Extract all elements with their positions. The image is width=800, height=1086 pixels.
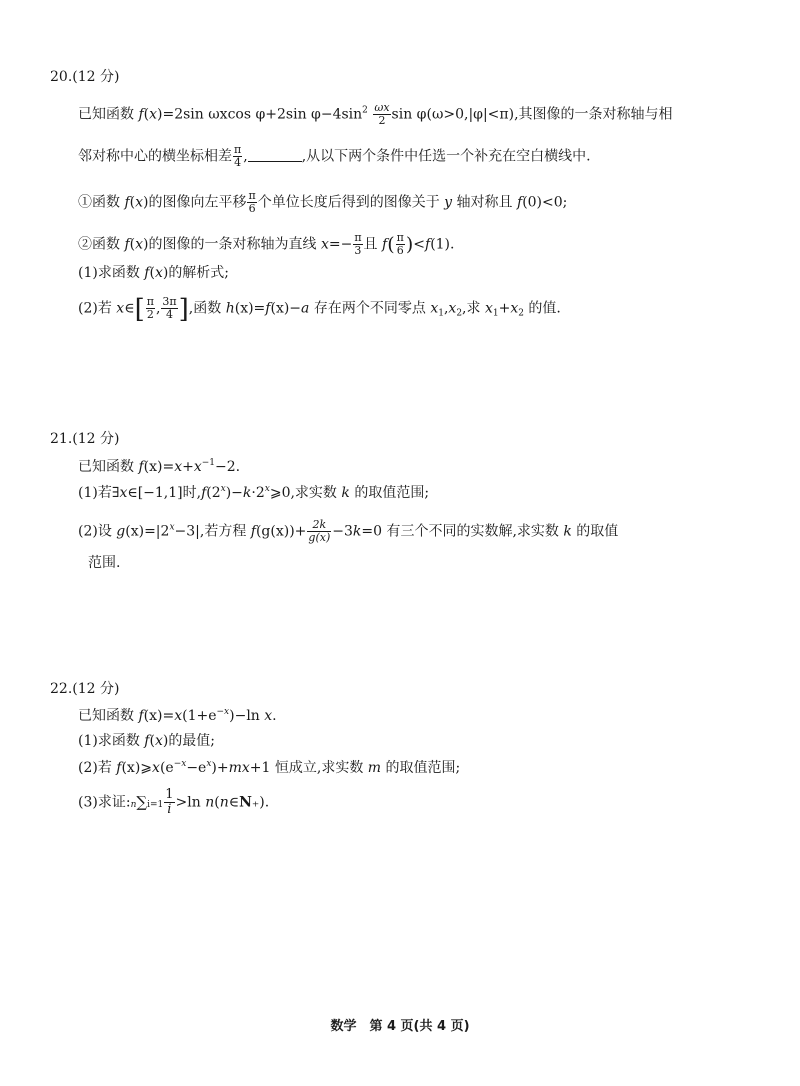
- q20-part-2: (2)若 x∈[ $\frac{\pi}{2}$ , $\frac{3\pi}{4}$ ],函数 h(x)=f(x)−a 存在两个不同零点 $x_1,x_2$,求 $x_1+x_2$ 的值.: [78, 294, 561, 325]
- q20-line-2: 邻对称中心的横坐标相差 $\frac{\pi}{4}$ , ,从以下两个条件中任选一个补充在空白横线中.: [78, 143, 591, 169]
- q22-number: 22.(12 分): [50, 681, 120, 697]
- q22-part-2: (2)若 $f(x)⩾x(e^{-x}-e^x)+mx+1$ 恒成立,求实数 m 的取值范围;: [78, 759, 461, 776]
- q20-condition-1: ①函数 f(x)的图像向左平移 $\frac{\pi}{6}$ 个单位长度后得到的图像关于 y 轴对称且 f(0)<0;: [78, 189, 568, 215]
- summation-symbol: n∑i=1: [130, 793, 164, 811]
- q20-condition-2: ②函数 f(x)的图像的一条对称轴为直线 x=− $\frac{\pi}{3}$ 且 f( $\frac{\pi}{6}$ )<f(1).: [78, 231, 455, 257]
- q22-part-3: (3)求证:n∑i=1 $\frac{1}{i}$ >ln n(n∈N₊).: [78, 787, 270, 817]
- q20-part-1: (1)求函数 f(x)的解析式;: [78, 265, 230, 281]
- page-footer: 数学 第 4 页(共 4 页): [330, 1019, 470, 1034]
- q21-part-2-continued: 范围.: [88, 555, 121, 571]
- q20-line-1: 已知函数 f(x)=2sin ωxcos φ+2sin $\varphi-4\sin^2$ $\frac{\omega x}{2}$ sin φ(ω>0,|φ|<π),其图像的一条对称轴与相: [78, 101, 673, 127]
- q20-number: 20.(12 分): [50, 69, 120, 85]
- q21-number: 21.(12 分): [50, 431, 120, 447]
- q21-line-1: 已知函数 $f(x)=x+x^{-1}-2$.: [78, 458, 241, 475]
- q22-part-1: (1)求函数 f(x)的最值;: [78, 733, 216, 749]
- q22-line-1: 已知函数 $f(x)=x(1+e^{-x})-\ln$ x.: [78, 707, 277, 724]
- q21-part-1: (1)若∃x∈[−1,1]时$,f(2^x)-k\cdot 2^x⩾0$,求实数 k 的取值范围;: [78, 484, 430, 501]
- answer-blank: [248, 149, 302, 162]
- q21-part-2: (2)设 $g(x)=|2^x-3|$,若方程 f(g(x))+ $\frac{2k}{g(x)}$ −3k=0 有三个不同的实数解,求实数 k 的取值: [78, 518, 619, 544]
